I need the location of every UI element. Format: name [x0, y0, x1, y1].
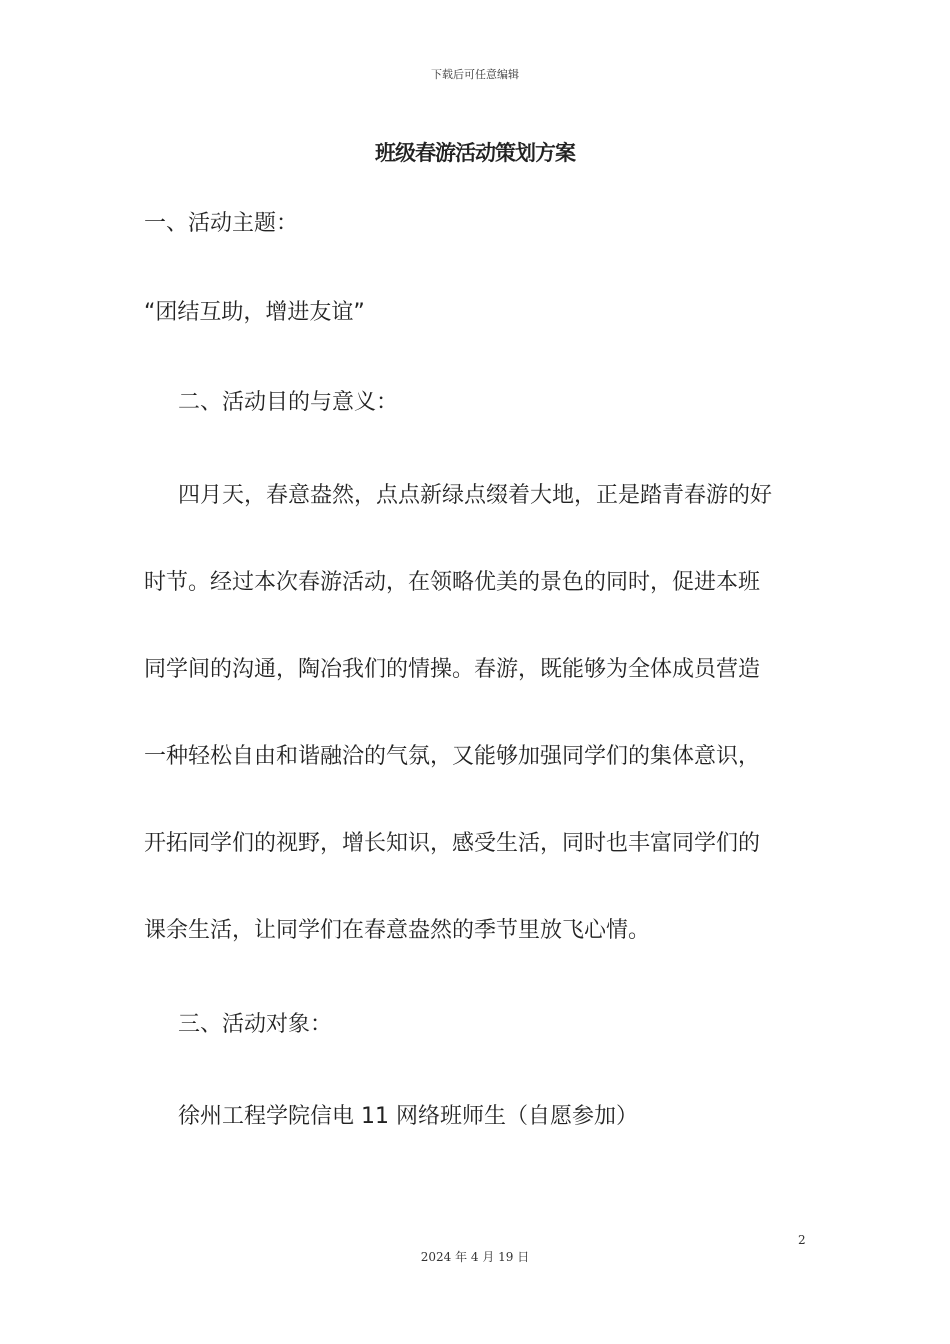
paragraph-line: 四月天，春意盎然，点点新绿点缀着大地，正是踏青春游的好	[178, 483, 773, 508]
paragraph-line: 课余生活，让同学们在春意盎然的季节里放飞心情。	[144, 918, 651, 943]
theme-slogan: “团结互助，增进友谊”	[144, 300, 365, 325]
paragraph-line: 时节。经过本次春游活动，在领略优美的景色的同时，促进本班	[144, 570, 761, 595]
section-heading-purpose: 二、活动目的与意义：	[178, 390, 399, 415]
section-heading-participants: 三、活动对象：	[178, 1012, 333, 1037]
section-heading-theme: 一、活动主题：	[144, 211, 299, 236]
page-number: 2	[798, 1233, 806, 1247]
participants-text: 徐州工程学院信电 11 网络班师生（自愿参加）	[178, 1104, 638, 1129]
footer-date: 2024 年 4 月 19 日	[420, 1250, 530, 1264]
document-title: 班级春游活动策划方案	[375, 141, 575, 165]
paragraph-line: 一种轻松自由和谐融洽的气氛，又能够加强同学们的集体意识，	[144, 744, 761, 769]
header-note: 下载后可任意编辑	[431, 68, 519, 81]
paragraph-line: 开拓同学们的视野，增长知识，感受生活，同时也丰富同学们的	[144, 831, 761, 856]
paragraph-line: 同学间的沟通，陶冶我们的情操。春游，既能够为全体成员营造	[144, 657, 761, 682]
